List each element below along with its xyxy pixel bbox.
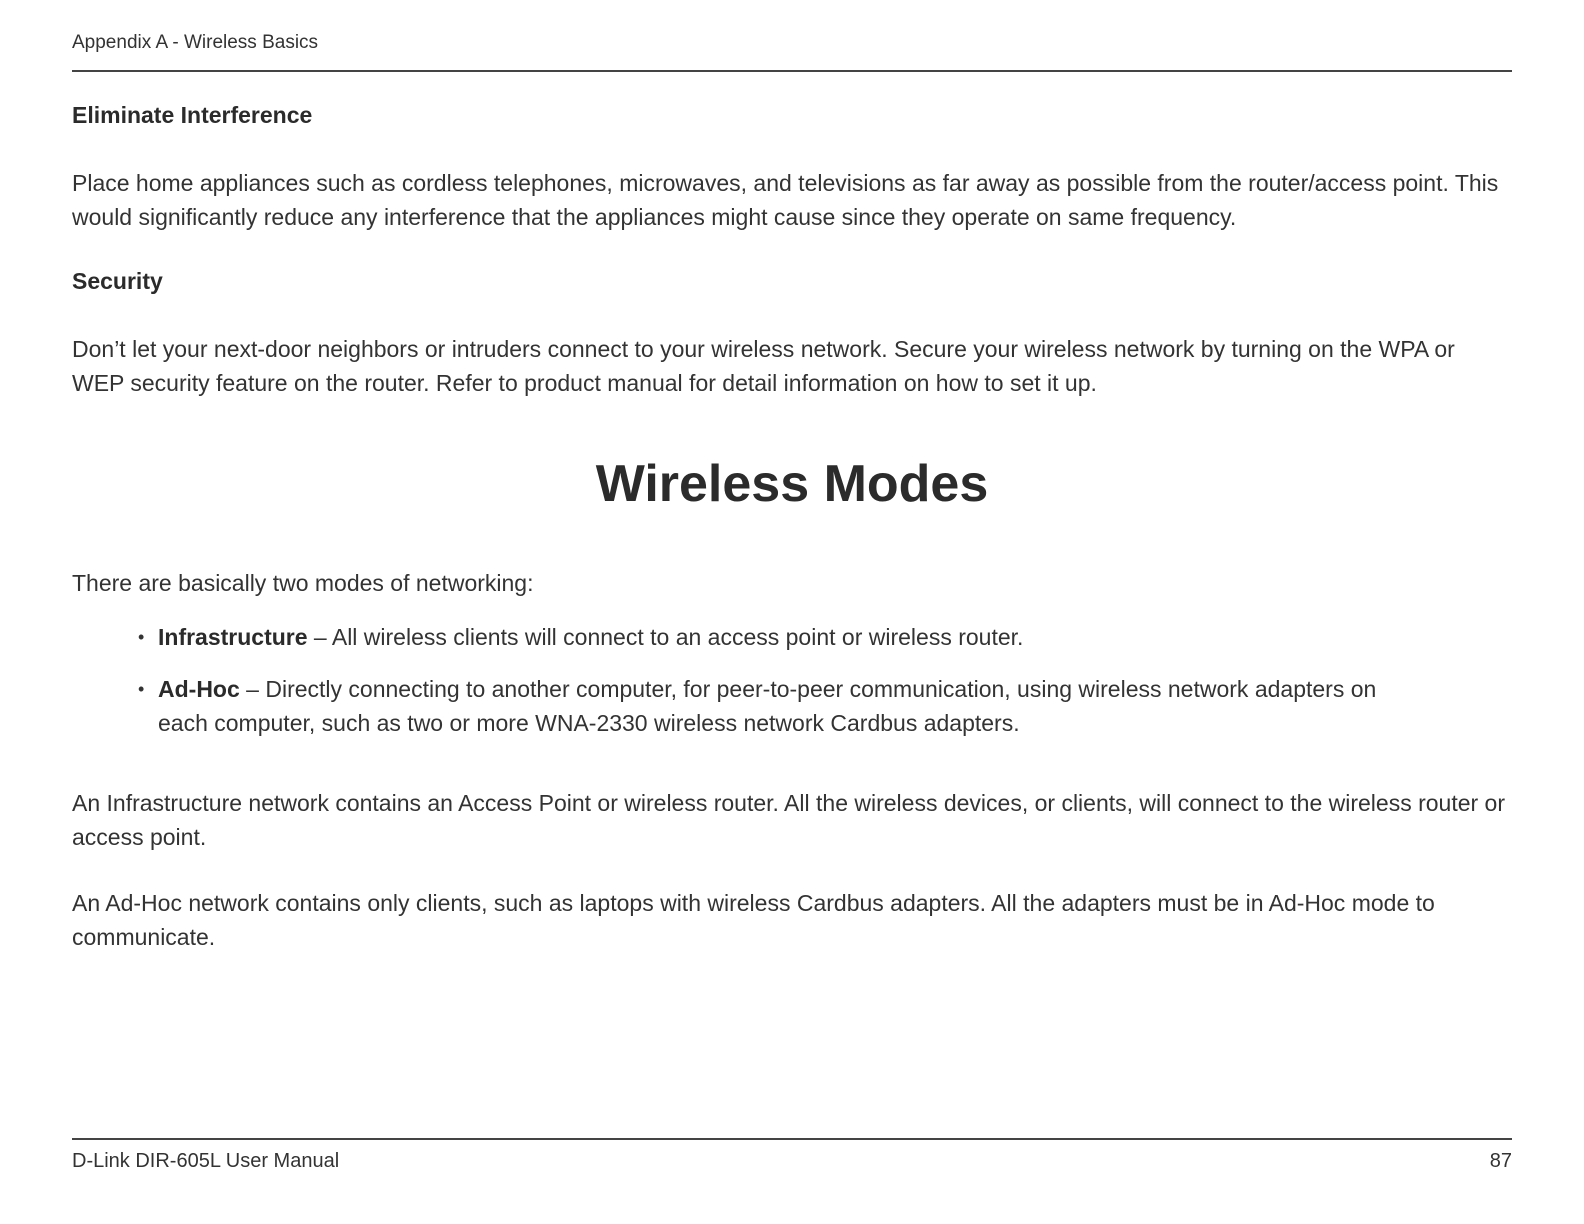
security-text: Don’t let your next-door neighbors or intruders connect to your wireless network. Secure your wireless network by turning on the WPA or WEP security feature on the router. Refer to product manual for detail information on how to set it up. xyxy=(72,336,1455,396)
mode-description: – All wireless clients will connect to an access point or wireless router. xyxy=(307,624,1024,650)
footer-divider xyxy=(72,1138,1512,1140)
list-item-adhoc xyxy=(132,672,1432,740)
adhoc-paragraph: An Ad-Hoc network contains only clients, such as laptops with wireless Cardbus adapters. All the adapters must be in Ad-Hoc mode to communicate. xyxy=(72,890,1435,950)
footer-page-number: 87 xyxy=(1489,1150,1512,1172)
mode-term: Infrastructure xyxy=(158,624,308,650)
page-header: Appendix A - Wireless Basics xyxy=(72,32,319,53)
eliminate-interference-text: Place home appliances such as cordless telephones, microwaves, and televisions as far away as possible from the router/access point. This would significantly reduce any interference that the appliances might cause since they operate on same frequency. xyxy=(72,170,1499,230)
infrastructure-paragraph: An Infrastructure network contains an Access Point or wireless router. All the wireless devices, or clients, will connect to the wireless router or access point. xyxy=(72,790,1506,850)
bullet-icon: • xyxy=(138,679,145,699)
modes-list xyxy=(132,620,1432,758)
header-divider xyxy=(72,70,1512,72)
list-item-infrastructure xyxy=(132,620,1432,654)
mode-description: – Directly connecting to another computer, for peer-to-peer communication, using wireless network adapters on each computer, such as two or more WNA-2330 wireless network Cardbus adapters. xyxy=(158,676,1377,736)
bullet-icon: • xyxy=(138,627,145,647)
eliminate-interference-heading: Eliminate Interference xyxy=(72,102,313,128)
mode-term: Ad-Hoc xyxy=(158,676,240,702)
security-heading: Security xyxy=(72,268,163,294)
footer-manual-name: D-Link DIR-605L User Manual xyxy=(72,1150,340,1172)
wireless-modes-intro: There are basically two modes of networking: xyxy=(72,570,534,596)
wireless-modes-title: Wireless Modes xyxy=(595,455,989,513)
